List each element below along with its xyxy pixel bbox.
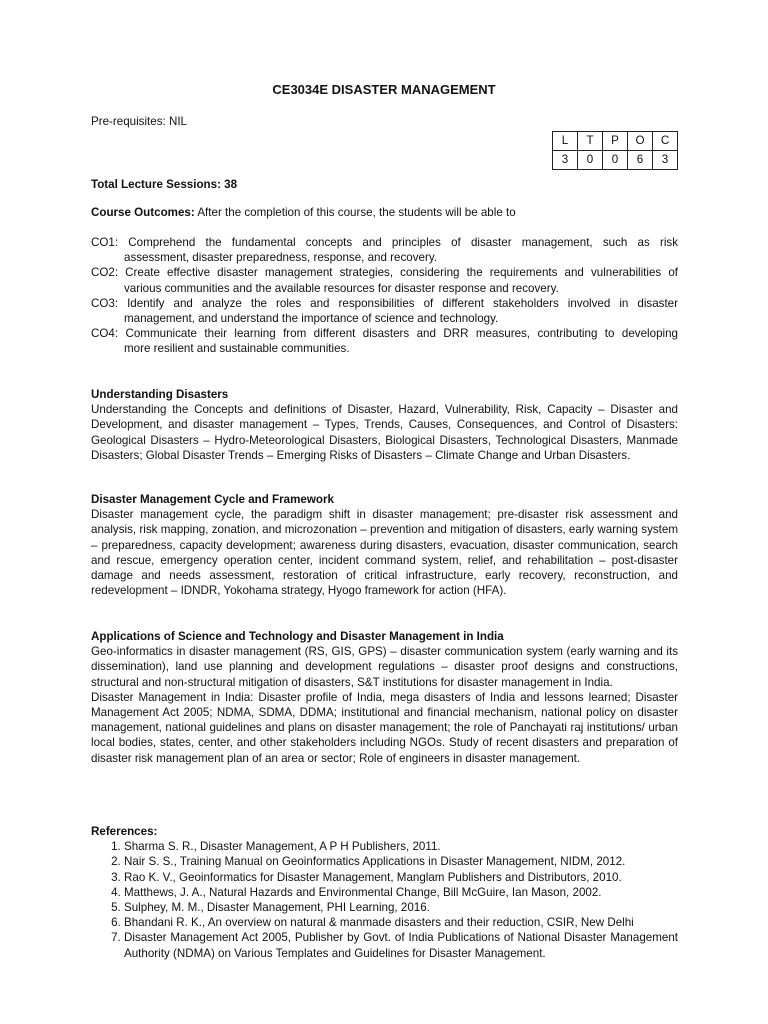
- section-heading: Applications of Science and Technology and Disaster Management in India: [91, 630, 504, 643]
- total-lecture-sessions: Total Lecture Sessions: 38: [91, 178, 238, 191]
- section-dm-cycle-framework: [91, 492, 678, 598]
- ltpoc-value-row: [553, 151, 678, 170]
- course-outcome-first-line: CO3: Identify and analyze the roles and responsibilities of different stakeholders involved in disaster: [91, 296, 678, 310]
- section-paragraph: Disaster Management in India: Disaster profile of India, mega disasters of India and lessons learned; Disaster Management Act 2005; NDMA, SDMA, DDMA; institutional and financial mechanism, national policy on disaster management, national guidelines and plans on disaster management; the role of Panchayati raj institutions/ urban local bodies, states, center, and other stakeholders including NGOs. Study of recent disasters and preparation of disaster risk management plan of an area or sector; Role of engineers in disaster management.: [91, 690, 678, 765]
- references-list: [91, 839, 678, 961]
- course-outcome-item: [91, 265, 678, 295]
- course-outcome-first-line: CO1: Comprehend the fundamental concepts and principles of disaster management, such as risk: [91, 236, 678, 249]
- page-title: CE3034E DISASTER MANAGEMENT: [272, 82, 496, 97]
- ltpoc-header-row: [553, 132, 678, 151]
- section-heading: Disaster Management Cycle and Framework: [91, 493, 334, 506]
- ltpoc-value-cell: 3: [653, 151, 678, 170]
- course-outcomes-label: Course Outcomes:: [91, 206, 195, 219]
- section-science-technology: [91, 629, 678, 766]
- course-outcome-item: [91, 326, 678, 356]
- reference-item: 3. Rao K. V., Geoinformatics for Disaster Management, Manglam Publishers and Distributors, 2010.: [124, 870, 678, 885]
- reference-item: 2. Nair S. S., Training Manual on Geoinformatics Applications in Disaster Management, NIDM, 2012.: [124, 854, 678, 869]
- reference-item: 1. Sharma S. R., Disaster Management, A P H Publishers, 2011.: [124, 839, 678, 854]
- course-outcome-item: [91, 296, 678, 326]
- ltpoc-header-cell: L: [553, 132, 578, 151]
- references-heading: References:: [91, 825, 158, 838]
- reference-item: 7. Disaster Management Act 2005, Publisher by Govt. of India Publications of National Disaster Management Authority (NDMA) on Various Templates and Guidelines for Disaster Management.: [124, 930, 678, 960]
- section-heading: Understanding Disasters: [91, 388, 229, 401]
- section-paragraph: Geo-informatics in disaster management (RS, GIS, GPS) – disaster communication system (early warning and its dissemination), land use planning and development regulations – disaster proof designs and constructions, structural and non-structural mitigation of disasters, S&T institutions for disaster management in India.: [91, 645, 678, 689]
- references: [91, 824, 678, 961]
- course-outcome-continuation: more resilient and sustainable communities.: [124, 342, 350, 356]
- ltpoc-table: [552, 131, 678, 170]
- ltpoc-value-cell: 0: [603, 151, 628, 170]
- ltpoc-value-cell: 6: [628, 151, 653, 170]
- prerequisites: Pre-requisites: NIL: [91, 115, 188, 128]
- course-outcome-continuation: assessment, disaster preparedness, response, and recovery.: [124, 251, 437, 265]
- reference-item: 6. Bhandani R. K., An overview on natural & manmade disasters and their reduction, CSIR, New Delhi: [124, 915, 678, 930]
- section-paragraph: Disaster management cycle, the paradigm shift in disaster management; pre-disaster risk assessment and analysis, risk mapping, zonation, and microzonation – prevention and mitigation of disasters, early warning system – preparedness, capacity development; awareness during disasters, evacuation, disaster communication, search and rescue, emergency operation center, incident command system, relief, and rehabilitation – post-disaster damage and needs assessment, restoration of critical infrastructure, early recovery, reconstruction, and redevelopment – IDNDR, Yokohama strategy, Hyogo framework for action (HFA).: [91, 508, 678, 598]
- course-outcomes-list: [91, 235, 678, 357]
- ltpoc-header-cell: O: [628, 132, 653, 151]
- reference-item: 5. Sulphey, M. M., Disaster Management, PHI Learning, 2016.: [124, 900, 678, 915]
- ltpoc-header-cell: T: [578, 132, 603, 151]
- ltpoc-header-cell: C: [653, 132, 678, 151]
- ltpoc-value-cell: 3: [553, 151, 578, 170]
- course-outcome-item: [91, 235, 678, 265]
- course-outcome-continuation: various communities and the available resources for disaster response and recovery.: [124, 281, 559, 295]
- section-paragraph: Understanding the Concepts and definitions of Disaster, Hazard, Vulnerability, Risk, Capacity – Disaster and Development, and disaster management – Types, Trends, Causes, Consequences, and Control of Disasters: Geological Disasters – Hydro-Meteorological Disasters, Biological Disasters, Technological Disasters, Manmade Disasters; Global Disaster Trends – Emerging Risks of Disasters – Climate Change and Urban Disasters.: [91, 403, 678, 462]
- course-outcome-first-line: CO2: Create effective disaster management strategies, considering the requirements and vulnerabilities of: [91, 266, 678, 280]
- course-outcomes-text: After the completion of this course, the students will be able to: [194, 206, 516, 219]
- ltpoc-header-cell: P: [603, 132, 628, 151]
- ltpoc-value-cell: 0: [578, 151, 603, 170]
- course-outcomes-intro: [91, 205, 516, 220]
- reference-item: 4. Matthews, J. A., Natural Hazards and Environmental Change, Bill McGuire, Ian Mason, 2002.: [124, 885, 678, 900]
- course-outcome-continuation: management, and understand the importance of science and technology.: [124, 312, 499, 326]
- course-outcome-first-line: CO4: Communicate their learning from different disasters and DRR measures, contributing to developing: [91, 327, 678, 341]
- section-understanding-disasters: [91, 387, 678, 463]
